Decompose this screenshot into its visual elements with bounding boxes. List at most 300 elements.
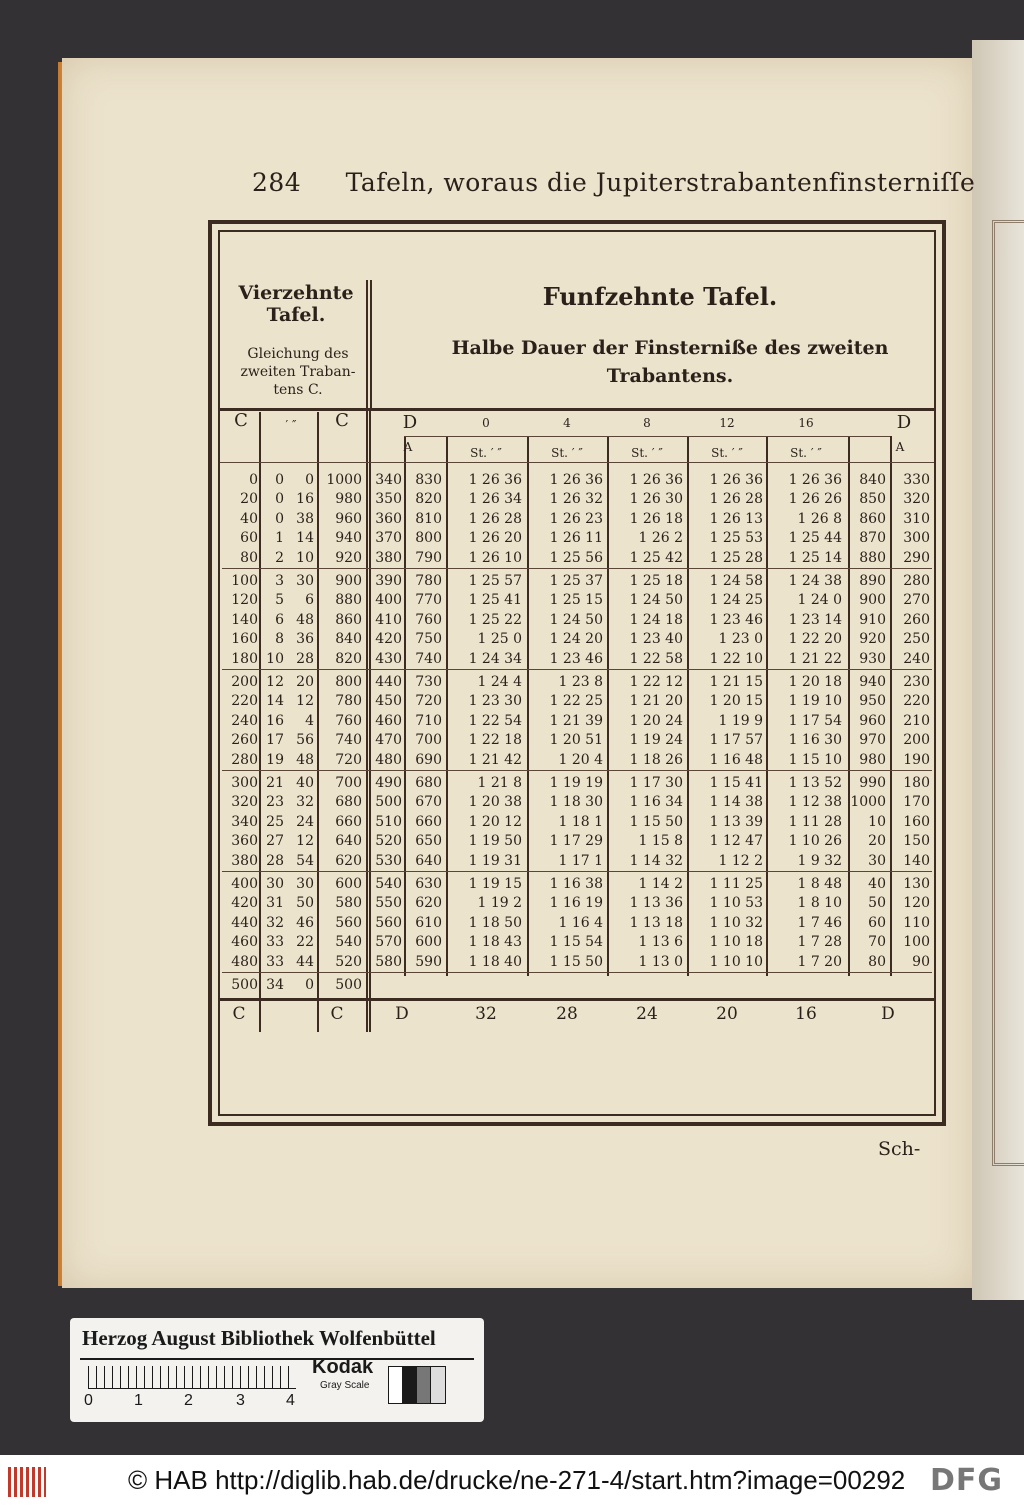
cell-duration: 1 14 32 [629, 852, 683, 869]
scale-ruler [88, 1366, 296, 1389]
cell-duration: 1 23 8 [558, 674, 603, 690]
cell-a: 640 [415, 852, 442, 869]
cell-d: 540 [375, 876, 402, 892]
cell-c-right: 640 [335, 833, 362, 850]
cell-duration: 1 17 57 [709, 732, 763, 749]
cell-c-right: 980 [335, 491, 362, 508]
cell-a-right: 140 [903, 852, 930, 869]
library-name: Herzog August Bibliothek Wolfenbüttel [82, 1326, 436, 1350]
cell-duration: 1 18 26 [629, 751, 683, 768]
foot-c-right: C [330, 1004, 344, 1024]
cell-min: 8 [275, 631, 284, 648]
cell-duration: 1 24 25 [709, 592, 763, 609]
col-head-unit-0: St. ′ ″ [470, 446, 502, 460]
cell-min: 3 [275, 573, 284, 589]
cell-c-right: 960 [335, 510, 362, 527]
cell-d: 510 [375, 813, 402, 830]
cell-d-right: 890 [859, 573, 886, 589]
foot-group-0: 32 [475, 1004, 497, 1024]
cell-c: 240 [231, 712, 258, 729]
cell-duration: 1 10 26 [788, 833, 842, 850]
cell-duration: 1 26 28 [709, 491, 763, 508]
cell-duration: 1 8 10 [797, 895, 842, 912]
cell-duration: 1 23 46 [549, 650, 603, 667]
cell-duration: 1 26 36 [709, 472, 763, 488]
cell-duration: 1 22 12 [629, 674, 683, 690]
cell-duration: 1 26 36 [549, 472, 603, 488]
col-head-c-left: C [234, 410, 248, 431]
cell-duration: 1 13 6 [638, 934, 683, 951]
cell-d-right: 20 [868, 833, 886, 850]
cell-c: 220 [231, 693, 258, 710]
cell-sec: 28 [296, 650, 314, 667]
table15-title: Funfzehnte Tafel. [542, 282, 778, 311]
cell-a-right: 280 [903, 573, 930, 589]
cell-d-right: 940 [859, 674, 886, 690]
cell-duration: 1 25 44 [788, 530, 842, 547]
cell-c-right: 500 [335, 977, 362, 993]
cell-a-right: 210 [903, 712, 930, 729]
cell-d-right: 860 [859, 510, 886, 527]
cell-c: 180 [231, 650, 258, 667]
cell-a: 610 [415, 914, 442, 931]
row-group-rule [222, 669, 932, 670]
cell-duration: 1 24 34 [468, 650, 522, 667]
cell-c: 100 [231, 573, 258, 589]
cell-sec: 36 [296, 631, 314, 648]
cell-duration: 1 26 36 [468, 472, 522, 488]
cell-duration: 1 20 24 [629, 712, 683, 729]
cell-c-right: 540 [335, 934, 362, 951]
cell-sec: 54 [296, 852, 314, 869]
cell-d-right: 880 [859, 549, 886, 566]
cell-c-right: 720 [335, 751, 362, 768]
cell-duration: 1 18 1 [558, 813, 603, 830]
label-divider [80, 1358, 474, 1360]
col-head-a-right: A [895, 440, 905, 454]
cell-d: 370 [375, 530, 402, 547]
cell-duration: 1 24 50 [629, 592, 683, 609]
cell-c: 360 [231, 833, 258, 850]
cell-duration: 1 25 53 [709, 530, 763, 547]
cell-a: 810 [415, 510, 442, 527]
table15-subtitle [420, 334, 920, 390]
cell-duration: 1 24 38 [788, 573, 842, 589]
cell-a: 780 [415, 573, 442, 589]
cell-duration: 1 21 22 [788, 650, 842, 667]
cell-min: 33 [266, 953, 284, 970]
col-head-unit-3: St. ′ ″ [711, 446, 743, 460]
cell-a-right: 220 [903, 693, 930, 710]
cell-d-right: 50 [868, 895, 886, 912]
cell-d: 440 [375, 674, 402, 690]
cell-duration: 1 25 18 [629, 573, 683, 589]
cell-min: 17 [266, 732, 284, 749]
cell-c-right: 680 [335, 794, 362, 811]
cell-a-right: 240 [903, 650, 930, 667]
kodak-brand: Kodak [312, 1356, 374, 1378]
cell-c-right: 820 [335, 650, 362, 667]
cell-duration: 1 21 15 [709, 674, 763, 690]
cell-a: 590 [415, 953, 442, 970]
foot-group-2: 24 [636, 1004, 658, 1024]
cell-duration: 1 26 32 [549, 491, 603, 508]
col-head-min-sec: ′ ″ [285, 418, 297, 432]
cell-d: 420 [375, 631, 402, 648]
cell-duration: 1 19 31 [468, 852, 522, 869]
cell-sec: 0 [305, 472, 314, 488]
cell-sec: 20 [296, 674, 314, 690]
cell-sec: 6 [305, 592, 314, 609]
col-head-d-left: D [402, 412, 418, 433]
cell-min: 33 [266, 934, 284, 951]
cell-a-right: 110 [903, 914, 930, 931]
cell-duration: 1 10 10 [709, 953, 763, 970]
cell-d: 380 [375, 549, 402, 566]
cell-duration: 1 25 42 [629, 549, 683, 566]
cell-duration: 1 26 2 [638, 530, 683, 547]
cell-a: 760 [415, 611, 442, 628]
cell-duration: 1 23 14 [788, 611, 842, 628]
cell-duration: 1 13 36 [629, 895, 683, 912]
cell-d-right: 70 [868, 934, 886, 951]
cell-a: 670 [415, 794, 442, 811]
col-head-group-4: 16 [798, 416, 814, 430]
cell-a: 660 [415, 813, 442, 830]
cell-c-right: 700 [335, 775, 362, 791]
cell-duration: 1 25 37 [549, 573, 603, 589]
cell-duration: 1 18 40 [468, 953, 522, 970]
foot-d-right: D [881, 1004, 895, 1024]
ruler-number-0: 0 [84, 1392, 93, 1409]
running-head [252, 168, 975, 197]
cell-d-right: 920 [859, 631, 886, 648]
col-head-unit-4: St. ′ ″ [790, 446, 822, 460]
cell-d: 530 [375, 852, 402, 869]
table14-subtitle-line3: tens C. [273, 382, 323, 398]
cell-a: 650 [415, 833, 442, 850]
table14-subtitle [228, 345, 368, 399]
cell-duration: 1 22 20 [788, 631, 842, 648]
cell-d: 410 [375, 611, 402, 628]
cell-duration: 1 7 20 [797, 953, 842, 970]
cell-d: 490 [375, 775, 402, 791]
cell-duration: 1 18 43 [468, 934, 522, 951]
cell-duration: 1 26 26 [788, 491, 842, 508]
col-head-c-right: C [335, 410, 349, 431]
cell-duration: 1 15 50 [549, 953, 603, 970]
cell-c: 460 [231, 934, 258, 951]
cell-sec: 14 [296, 530, 314, 547]
cell-duration: 1 25 15 [549, 592, 603, 609]
cell-c: 440 [231, 914, 258, 931]
cell-duration: 1 10 53 [709, 895, 763, 912]
cell-duration: 1 23 40 [629, 631, 683, 648]
cell-a-right: 230 [903, 674, 930, 690]
cell-c: 400 [231, 876, 258, 892]
col-head-group-1: 4 [563, 416, 571, 430]
cell-min: 27 [266, 833, 284, 850]
cell-duration: 1 16 38 [549, 876, 603, 892]
cell-d: 520 [375, 833, 402, 850]
cell-min: 1 [275, 530, 284, 547]
cell-a-right: 120 [903, 895, 930, 912]
cell-min: 21 [266, 775, 284, 791]
cell-d: 470 [375, 732, 402, 749]
cell-d: 460 [375, 712, 402, 729]
cell-min: 12 [266, 674, 284, 690]
cell-duration: 1 16 34 [629, 794, 683, 811]
cell-a-right: 200 [903, 732, 930, 749]
cell-a-right: 330 [903, 472, 930, 488]
cell-c-right: 1000 [326, 472, 362, 488]
cell-a: 730 [415, 674, 442, 690]
cell-duration: 1 15 41 [709, 775, 763, 791]
cell-c-right: 660 [335, 813, 362, 830]
cell-d: 580 [375, 953, 402, 970]
cell-c: 300 [231, 775, 258, 791]
cell-min: 0 [275, 510, 284, 527]
cell-a: 790 [415, 549, 442, 566]
cell-sec: 12 [296, 833, 314, 850]
cell-min: 19 [266, 751, 284, 768]
cell-duration: 1 8 48 [797, 876, 842, 892]
cell-duration: 1 19 15 [468, 876, 522, 892]
cell-c: 60 [240, 530, 258, 547]
cell-duration: 1 26 30 [629, 491, 683, 508]
cell-sec: 0 [305, 977, 314, 993]
cell-d-right: 840 [859, 472, 886, 488]
cell-c: 480 [231, 953, 258, 970]
cell-duration: 1 26 34 [468, 491, 522, 508]
footer-rule [220, 998, 934, 1001]
cell-min: 25 [266, 813, 284, 830]
cell-duration: 1 9 32 [797, 852, 842, 869]
dfg-logo: DFG [930, 1463, 1004, 1498]
cell-duration: 1 11 28 [788, 813, 842, 830]
cell-d: 570 [375, 934, 402, 951]
table15-subtitle-line1: Halbe Dauer der Finsterniße des zweiten [451, 337, 889, 359]
cell-d-right: 930 [859, 650, 886, 667]
cell-d-right: 80 [868, 953, 886, 970]
cell-a: 700 [415, 732, 442, 749]
cell-duration: 1 20 12 [468, 813, 522, 830]
cell-duration: 1 16 30 [788, 732, 842, 749]
cell-a: 720 [415, 693, 442, 710]
cell-sec: 48 [296, 611, 314, 628]
cell-duration: 1 19 24 [629, 732, 683, 749]
table14-title [228, 282, 364, 326]
cell-c-right: 600 [335, 876, 362, 892]
cell-duration: 1 16 4 [558, 914, 603, 931]
col-head-unit-1: St. ′ ″ [551, 446, 583, 460]
cell-sec: 32 [296, 794, 314, 811]
cell-duration: 1 21 8 [477, 775, 522, 791]
cell-duration: 1 20 38 [468, 794, 522, 811]
cell-d-right: 850 [859, 491, 886, 508]
cell-c: 160 [231, 631, 258, 648]
cell-sec: 30 [296, 876, 314, 892]
cell-d: 360 [375, 510, 402, 527]
cell-duration: 1 17 30 [629, 775, 683, 791]
cell-sec: 38 [296, 510, 314, 527]
table14-subtitle-line2: zweiten Traban- [240, 364, 356, 380]
hab-logo-icon [8, 1467, 46, 1497]
cell-a: 690 [415, 751, 442, 768]
cell-a: 600 [415, 934, 442, 951]
cell-c: 340 [231, 813, 258, 830]
col-head-group-2: 8 [643, 416, 651, 430]
cell-c: 140 [231, 611, 258, 628]
cell-a-right: 150 [903, 833, 930, 850]
cell-duration: 1 26 20 [468, 530, 522, 547]
cell-d: 430 [375, 650, 402, 667]
cell-min: 23 [266, 794, 284, 811]
cell-duration: 1 25 0 [477, 631, 522, 648]
cell-min: 14 [266, 693, 284, 710]
cell-c-right: 780 [335, 693, 362, 710]
cell-duration: 1 12 38 [788, 794, 842, 811]
cell-c: 260 [231, 732, 258, 749]
row-group-rule [222, 871, 932, 872]
cell-duration: 1 22 25 [549, 693, 603, 710]
kodak-gray-scale: Gray Scale [320, 1380, 370, 1391]
cell-duration: 1 25 41 [468, 592, 522, 609]
cell-c: 420 [231, 895, 258, 912]
cell-duration: 1 20 18 [788, 674, 842, 690]
cell-d-right: 30 [868, 852, 886, 869]
cell-c-right: 880 [335, 592, 362, 609]
cell-duration: 1 24 4 [477, 674, 522, 690]
cell-duration: 1 18 50 [468, 914, 522, 931]
footer-url[interactable]: © HAB http://diglib.hab.de/drucke/ne-271-4/start.htm?image=00292 [128, 1465, 906, 1495]
cell-c-right: 920 [335, 549, 362, 566]
cell-a-right: 250 [903, 631, 930, 648]
cell-duration: 1 25 57 [468, 573, 522, 589]
cell-duration: 1 22 18 [468, 732, 522, 749]
cell-duration: 1 26 11 [549, 530, 603, 547]
cell-d-right: 1000 [850, 794, 886, 811]
cell-duration: 1 19 50 [468, 833, 522, 850]
cell-duration: 1 20 4 [558, 751, 603, 768]
cell-c-right: 800 [335, 674, 362, 690]
cell-c-right: 760 [335, 712, 362, 729]
cell-c: 200 [231, 674, 258, 690]
cell-d: 340 [375, 472, 402, 488]
cell-duration: 1 19 10 [788, 693, 842, 710]
cell-duration: 1 19 2 [477, 895, 522, 912]
cell-a-right: 100 [903, 934, 930, 951]
cell-a: 740 [415, 650, 442, 667]
running-title: Tafeln, woraus die Jupiterstrabantenfinsterniſſe [345, 168, 976, 197]
cell-c-right: 560 [335, 914, 362, 931]
cell-min: 31 [266, 895, 284, 912]
cell-duration: 1 22 54 [468, 712, 522, 729]
vline-t14-2 [317, 412, 319, 1032]
cell-d: 500 [375, 794, 402, 811]
cell-c-right: 520 [335, 953, 362, 970]
cell-d-right: 910 [859, 611, 886, 628]
cell-a-right: 180 [903, 775, 930, 791]
cell-sec: 4 [305, 712, 314, 729]
cell-d-right: 970 [859, 732, 886, 749]
cell-min: 5 [275, 592, 284, 609]
cell-duration: 1 21 39 [549, 712, 603, 729]
cell-min: 30 [266, 876, 284, 892]
table15-subtitle-line2: Trabantens. [606, 365, 734, 387]
col-head-group-0: 0 [482, 416, 490, 430]
cell-duration: 1 26 36 [629, 472, 683, 488]
cell-duration: 1 24 50 [549, 611, 603, 628]
cell-duration: 1 12 2 [718, 852, 763, 869]
cell-duration: 1 26 10 [468, 549, 522, 566]
cell-sec: 12 [296, 693, 314, 710]
table14-subtitle-line1: Gleichung des [247, 346, 349, 362]
cell-duration: 1 18 30 [549, 794, 603, 811]
cell-c: 80 [240, 549, 258, 566]
cell-a-right: 300 [903, 530, 930, 547]
cell-sec: 56 [296, 732, 314, 749]
cell-min: 34 [266, 977, 284, 993]
cell-c: 280 [231, 751, 258, 768]
cell-a: 620 [415, 895, 442, 912]
cell-c-right: 580 [335, 895, 362, 912]
cell-duration: 1 13 39 [709, 813, 763, 830]
cell-d-right: 10 [868, 813, 886, 830]
cell-sec: 40 [296, 775, 314, 791]
cell-c: 380 [231, 852, 258, 869]
cell-a-right: 290 [903, 549, 930, 566]
cell-min: 0 [275, 491, 284, 508]
cell-c-right: 860 [335, 611, 362, 628]
cell-c-right: 740 [335, 732, 362, 749]
cell-duration: 1 23 0 [718, 631, 763, 648]
catchword: Sch- [878, 1138, 921, 1160]
cell-min: 0 [275, 472, 284, 488]
cell-sec: 44 [296, 953, 314, 970]
foot-group-1: 28 [556, 1004, 578, 1024]
cell-d: 480 [375, 751, 402, 768]
cell-duration: 1 20 15 [709, 693, 763, 710]
cell-duration: 1 26 36 [788, 472, 842, 488]
cell-sec: 10 [296, 549, 314, 566]
cell-c: 0 [249, 472, 258, 488]
cell-duration: 1 19 9 [718, 712, 763, 729]
cell-duration: 1 20 51 [549, 732, 603, 749]
cell-d: 400 [375, 592, 402, 609]
cell-duration: 1 14 2 [638, 876, 683, 892]
cell-duration: 1 17 29 [549, 833, 603, 850]
cell-duration: 1 13 18 [629, 914, 683, 931]
cell-duration: 1 17 54 [788, 712, 842, 729]
cell-a: 630 [415, 876, 442, 892]
cell-duration: 1 13 0 [638, 953, 683, 970]
cell-c-right: 620 [335, 852, 362, 869]
cell-duration: 1 11 25 [709, 876, 763, 892]
cell-a: 800 [415, 530, 442, 547]
cell-d: 390 [375, 573, 402, 589]
cell-a-right: 130 [903, 876, 930, 892]
cell-sec: 22 [296, 934, 314, 951]
cell-sec: 50 [296, 895, 314, 912]
cell-d-right: 990 [859, 775, 886, 791]
cell-c: 500 [231, 977, 258, 993]
cell-a-right: 160 [903, 813, 930, 830]
cell-a: 750 [415, 631, 442, 648]
cell-duration: 1 22 58 [629, 650, 683, 667]
col-head-d-right: D [896, 412, 912, 433]
foot-group-4: 16 [795, 1004, 817, 1024]
